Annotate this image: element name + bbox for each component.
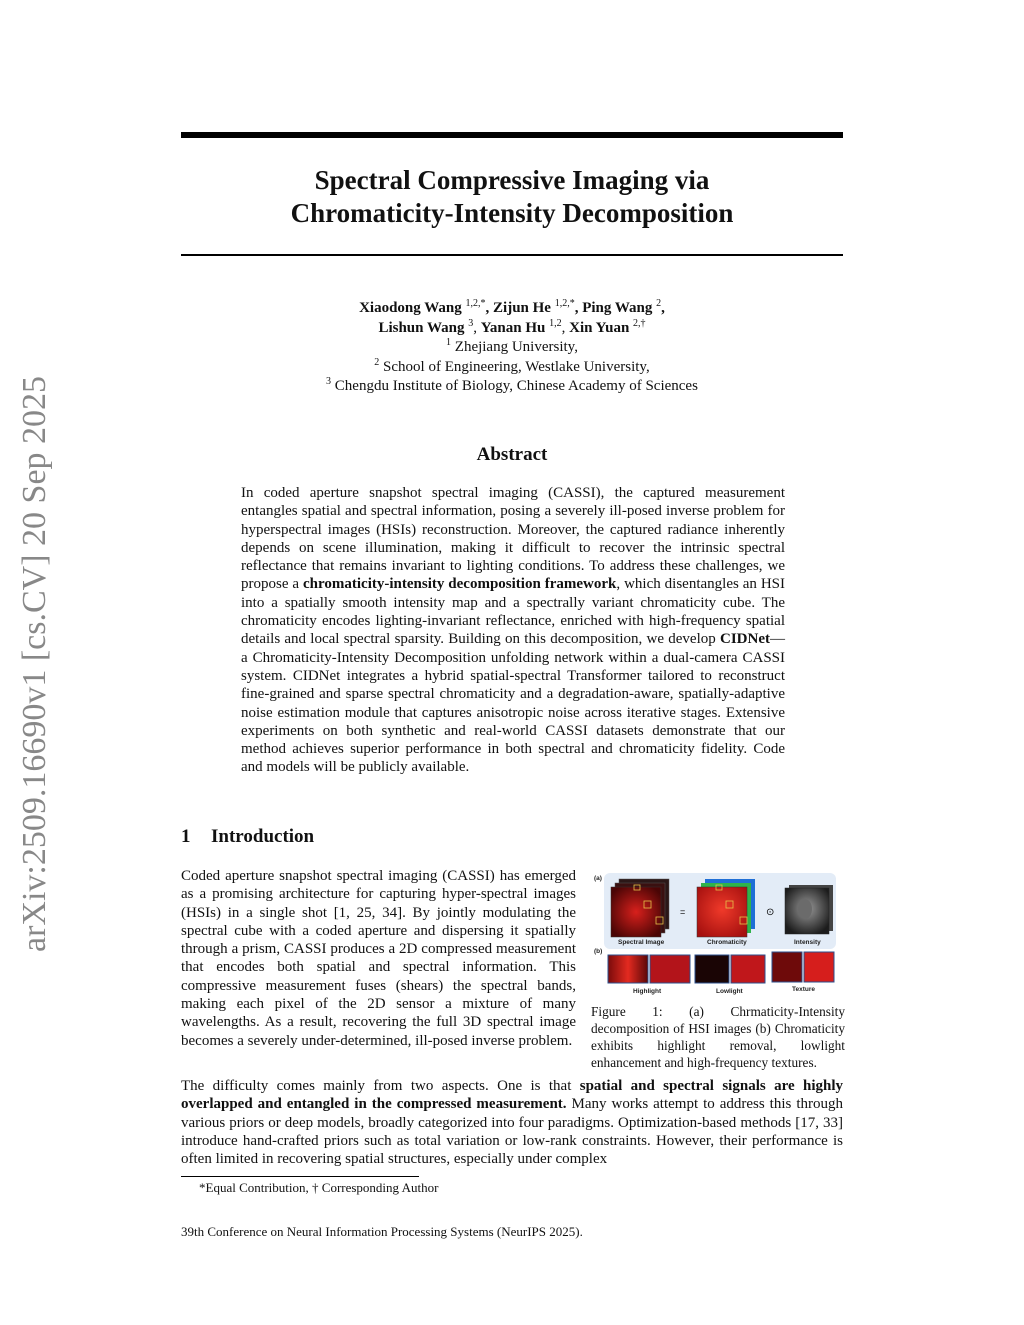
author-name: Zijun He: [493, 300, 551, 316]
bold-term: chromaticity-intensity decomposition framework: [303, 576, 617, 593]
bold-phrase: spatial and spectral signals are highly overlapped and entangled in the compressed measurement.: [181, 1078, 843, 1113]
abstract-text: In coded aperture snapshot spectral imaging (CASSI), the captured measurement entangles spatial and spectral information, posing a severely ill-posed inverse problem for hyperspectral images (HSIs) reconstruction. Moreover, the captured radiance inherently depends on scene illumination, making it difficult to recover the intrinsic spectral reflectance that remains invariant to lighting conditions. To address these challenges, we propose a chromaticity-intensity decomposition framework, which disentangles an HSI into a spatially smooth intensity map and a spectrally variant chromaticity cube. The chromaticity encodes lighting-invariant reflectance, enriched with high-frequency spatial details and local spectral sparsity. Building on this decomposition, we develop CIDNet—a Chromaticity-Intensity Decomposition unfolding network within a dual-camera CASSI system. CIDNet integrates a hybrid spatial-spectral Transformer tailored to reconstruct fine-grained and sparse spectral chromaticity and a degradation-aware, spatially-adaptive noise estimation module that captures anisotropic noise across iterative stages. Extensive experiments on both synthetic and real-world CASSI datasets demonstrate that our method achieves superior performance in both spectral and chromaticity fidelity. Code and models will be publicly available.: [241, 485, 785, 776]
chromaticity-stack: [697, 879, 755, 937]
section-number: 1: [181, 826, 191, 847]
equals-sign: =: [680, 907, 686, 917]
author-name: Ping Wang: [582, 300, 653, 316]
author-name: Xin Yuan: [569, 319, 630, 336]
title-line-1: Spectral Compressive Imaging via: [314, 165, 710, 195]
title-top-rule: [181, 132, 843, 138]
figure-1-caption: Figure 1: (a) Chrmaticity-Intensity decomposition of HSI images (b) Chromaticity exhibits highlight removal, lowlight enhancement and high-frequency textures.: [591, 1004, 845, 1070]
intro-paragraph-2: The difficulty comes mainly from two aspects. One is that spatial and spectral signals are highly overlapped and entangled in the compressed measurement. Many works attempt to address this through various priors or deep models, broadly categorized into four paradigms. Optimization-based methods [17, 33] introduce hand-crafted priors such as total variation or low-rank constraints. However, their performance is often limited in recovering spatial structures, especially under complex: [181, 1078, 843, 1168]
conference-footer: 39th Conference on Neural Information Processing Systems (NeurIPS 2025).: [181, 1224, 583, 1239]
author-sup: 1,2,*: [554, 298, 575, 309]
author-name: Xiaodong Wang: [359, 300, 462, 316]
intensity-stack: [785, 885, 833, 934]
texture-examples: [772, 952, 834, 982]
title-line-2: Chromaticity-Intensity Decomposition: [290, 198, 734, 228]
author-line-1: Xiaodong Wang $^{1,2,*}$, Zijun He $^{1,2,*}$, Ping Wang $^2$,: [359, 298, 665, 316]
affiliation-1: $^1$ Zhejiang University,: [446, 337, 578, 355]
hadamard-operator: ⊙: [766, 907, 775, 918]
label-spectral-image: Spectral Image: [618, 939, 665, 946]
figure-label-a: (a): [594, 875, 602, 882]
author-sup: 1,2,*: [465, 298, 486, 309]
section-title: Introduction: [211, 826, 315, 847]
figure-1-graphic: [592, 871, 842, 1001]
author-block: [181, 299, 843, 397]
paper-title: [181, 164, 843, 230]
section-heading: [181, 826, 314, 848]
highlight-examples: [608, 955, 690, 983]
spectral-image-stack: [611, 879, 669, 937]
author-name: Lishun Wang: [378, 319, 465, 336]
author-sup: 3: [468, 317, 474, 329]
author-name: Yanan Hu: [480, 319, 546, 336]
label-highlight: Highlight: [633, 988, 662, 995]
label-chromaticity: Chromaticity: [707, 939, 747, 946]
intro-paragraph-1: Coded aperture snapshot spectral imaging (CASSI) has emerged as a promising architecture for capturing hyper-spectral images (HSIs) in a single shot [1, 25, 34]. By jointly modulating the spectral cube with a coded aperture and dispersing it spatially through a prism, CASSI produces a 2D compressed measurement that encodes both spatial and spectral information. This compressive measurement fuses (shears) the spectral bands, making each pixel of the 2D sensor a mixture of many wavelengths. As a result, recovering the full 3D spectral image becomes a severely under-determined, ill-posed inverse problem.: [181, 868, 576, 1049]
author-sup: 2,†: [633, 317, 646, 329]
label-intensity: Intensity: [794, 939, 821, 946]
bold-term: CIDNet: [720, 631, 770, 648]
figure-label-b: (b): [594, 948, 603, 955]
label-texture: Texture: [792, 986, 815, 993]
label-lowlight: Lowlight: [716, 988, 743, 995]
affiliation-2: $^2$ School of Engineering, Westlake University,: [374, 356, 650, 375]
author-sup: 1,2: [549, 317, 562, 329]
footnote-rule: [181, 1176, 419, 1177]
affiliation-3: $^3$ Chengdu Institute of Biology, Chinese Academy of Sciences: [326, 376, 698, 394]
lowlight-examples: [695, 955, 765, 983]
author-line-2: Lishun Wang $^3$, Yanan Hu $^{1,2}$, Xin Yuan $^{2,\dagger}$: [378, 317, 646, 336]
figure-1: [592, 871, 842, 1001]
author-sup: 2: [656, 298, 662, 309]
arxiv-stamp: arXiv:2509.16690v1 [cs.CV] 20 Sep 2025: [16, 375, 53, 952]
title-bottom-rule: [181, 254, 843, 256]
abstract-heading: Abstract: [476, 444, 548, 465]
footnote: *Equal Contribution, † Corresponding Author: [199, 1180, 439, 1195]
